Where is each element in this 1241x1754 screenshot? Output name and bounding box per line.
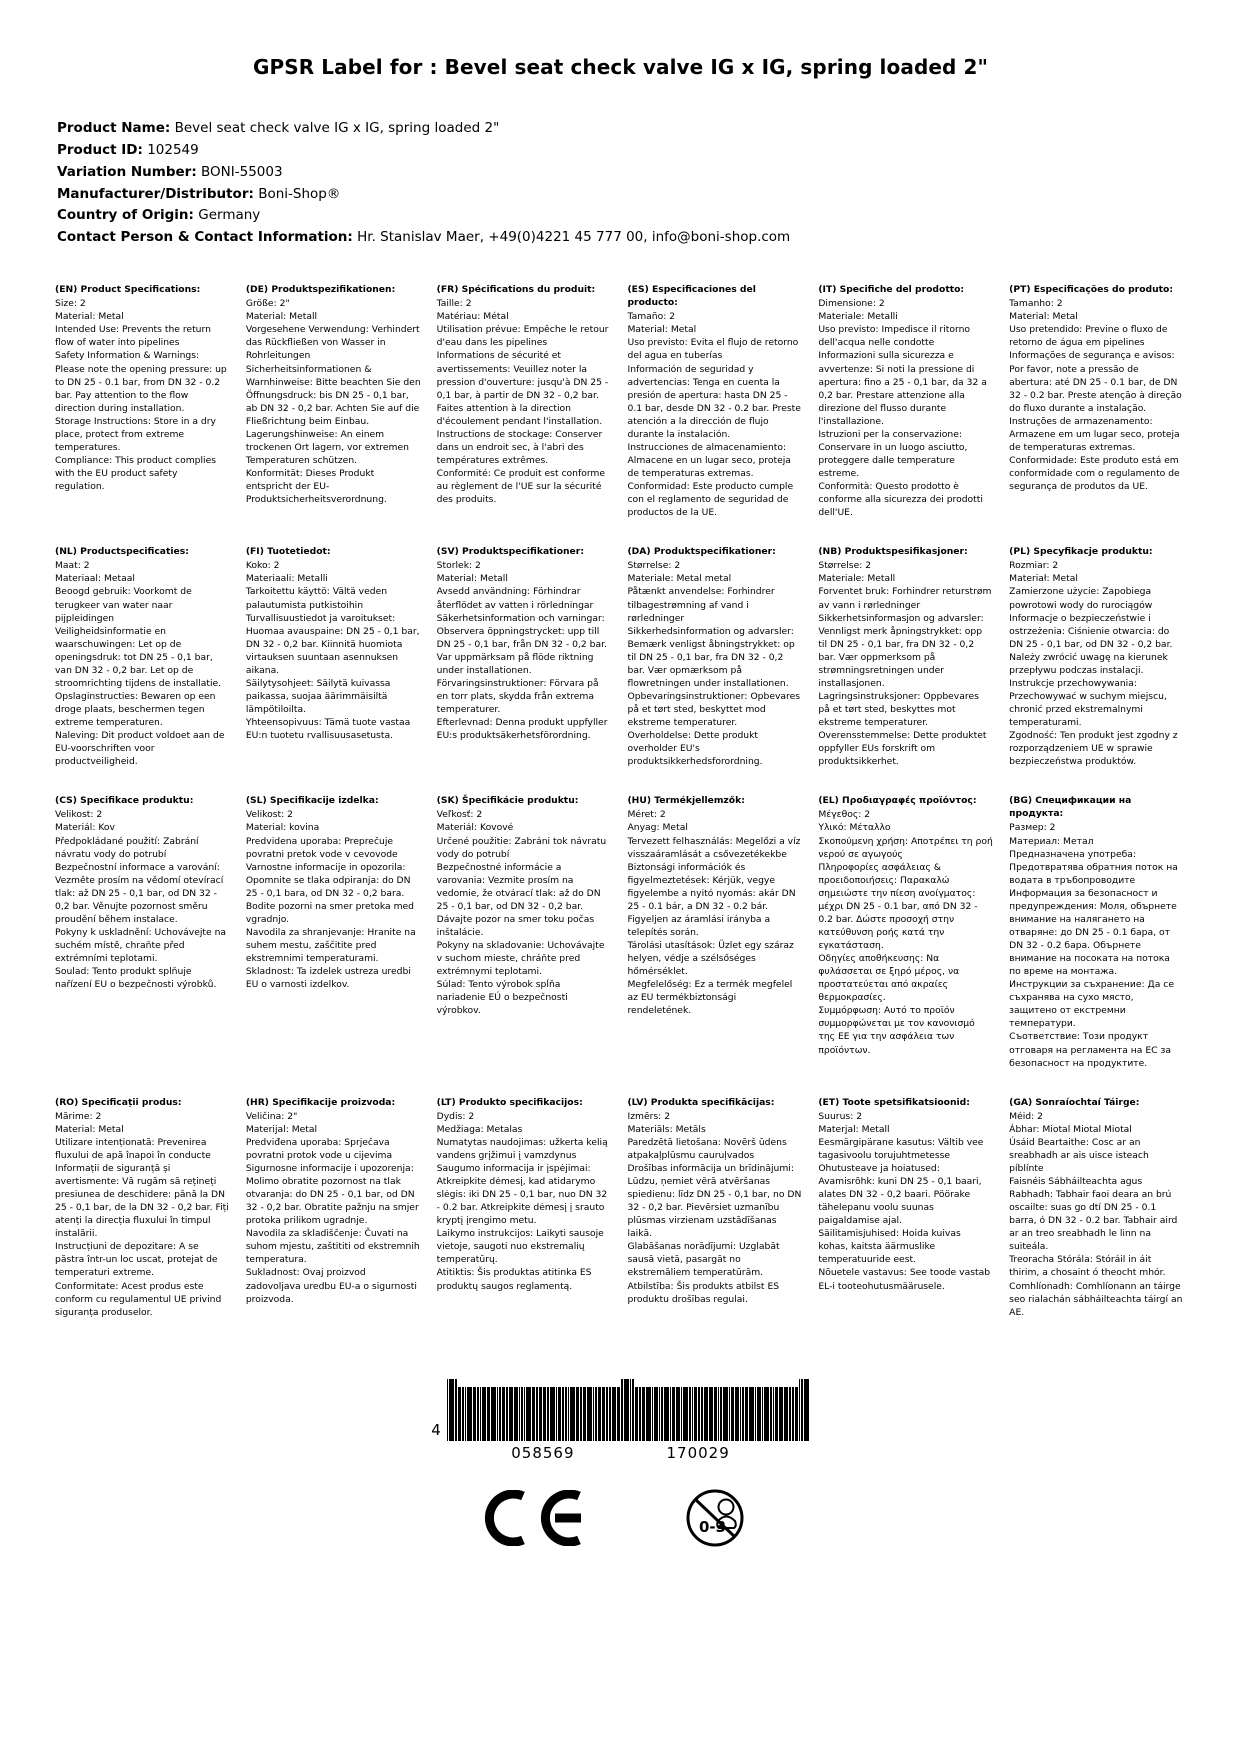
spec-line: Μέγεθος: 2 — [818, 809, 871, 821]
spec-line: Instructions de stockage: Conserver dans un endroit sec, à l'abri des températures extrêmes. — [436, 428, 603, 466]
spec-line: Tamaño: 2 — [627, 311, 676, 323]
spec-line: Numatytas naudojimas: užkerta kelią vandens grįžimui į vamzdynus — [436, 1136, 608, 1161]
spec-block-lt — [437, 1096, 614, 1345]
spec-line: Dimensione: 2 — [818, 298, 885, 310]
spec-line: Ohutusteave ja hoiatused: Avamisrõhk: kuni DN 25 - 0,1 baari, alates DN 32 - 0,2 baari. Pöörake tähelepanu voolu suunas paigaldamise ajal. — [818, 1162, 982, 1227]
spec-line: Mărime: 2 — [55, 1110, 102, 1122]
spec-block-es — [627, 283, 804, 545]
spec-header: (HR) Specifikacije proizvoda: — [245, 1096, 396, 1108]
spec-block-lv — [627, 1096, 804, 1345]
spec-line: Material: Metall — [245, 311, 318, 323]
spec-header: (DA) Produktspecifikationer: — [627, 546, 776, 558]
spec-line: Materiál: Kov — [55, 822, 115, 834]
spec-line: Megfelelőség: Ez a termék megfelel az EU termékbiztonsági rendeletének. — [627, 979, 793, 1017]
spec-line: Material: Metal — [55, 1123, 124, 1135]
spec-header: (CS) Specifikace produktu: — [55, 795, 194, 807]
spec-line: Bezpečnostní informace a varování: Vezměte prosím na vědomí otevírací tlak: až DN 25 - 0,1 bar, od DN 32 - 0,2 bar. Věnujte pozornost směru proudění během instalace. — [55, 861, 224, 925]
spec-line: Informații de siguranță și avertismente: Vă rugăm să rețineți presiunea de deschidere: până la DN 25 - 0,1 bar, de la DN 32 - 0,2 bar. Fiți atenți la direcția fluxului în timpul instalării. — [55, 1162, 229, 1240]
spec-block-pt — [1009, 283, 1186, 545]
spec-line: Instruções de armazenamento: Armazene em um lugar seco, proteja de temperaturas extremas. — [1009, 415, 1180, 453]
meta-value: 102549 — [147, 141, 199, 158]
spec-line: Předpokládané použití: Zabrání návratu vody do potrubí — [55, 835, 199, 860]
spec-line: Materijal: Metal — [245, 1123, 318, 1135]
spec-body — [437, 297, 612, 506]
spec-line: Bezpečnostné informácie a varovania: Vezmite prosím na vedomie, že otvárací tlak: až do DN 25 - 0,1 bar, od DN 32 - 0,2 bar. Dávajte pozor na smer toku počas inštalácie. — [436, 861, 601, 938]
spec-body — [55, 559, 230, 768]
spec-line: Utilizare intenționată: Prevenirea fluxului de apă înapoi în conducte — [55, 1136, 211, 1161]
spec-line: Lagerungshinweise: An einem trockenen Ort lagern, vor extremen Temperaturen schützen. — [245, 428, 409, 466]
spec-line: Laikymo instrukcijos: Laikyti sausoje vietoje, saugoti nuo ekstremalių temperatūrų. — [436, 1228, 604, 1266]
spec-line: Säilitamisjuhised: Hoida kuivas kohas, kaitsta äärmuslike temperatuuride eest. — [818, 1228, 961, 1266]
spec-body — [55, 808, 230, 991]
spec-header: (GA) Sonraíochtaí Táirge: — [1009, 1096, 1140, 1108]
spec-line: Compliance: This product complies with the EU product safety regulation. — [55, 454, 217, 493]
spec-line: Material: Metal — [55, 311, 124, 323]
spec-block-en — [55, 283, 232, 545]
spec-header: (LT) Produkto specifikacijos: — [436, 1096, 583, 1108]
barcode-lead-digit: 4 — [431, 1420, 441, 1439]
spec-line: Размер: 2 — [1009, 822, 1056, 834]
spec-line: Informations de sécurité et avertissements: Veuillez noter la pression d'ouverture: jusqu'à DN 25 - 0,1 bar, à partir de DN 32 - 0,2 bar. Faites attention à la direction d'écoulement pendant l'installation. — [436, 350, 609, 427]
spec-header: (EN) Product Specifications: — [55, 284, 201, 296]
spec-line: Soulad: Tento produkt splňuje nařízení EU o bezpečnosti výrobků. — [55, 966, 217, 991]
spec-line: Uso pretendido: Previne o fluxo de retorno de água em pipelines — [1009, 324, 1168, 349]
spec-body — [1009, 297, 1184, 493]
spec-body — [627, 559, 802, 768]
spec-body — [437, 808, 612, 1017]
spec-line: Größe: 2" — [245, 298, 290, 310]
spec-header: (PT) Especificações do produto: — [1009, 284, 1174, 296]
spec-line: Eesmärgipärane kasutus: Vältib vee tagasivoolu torujuhtmetesse — [818, 1136, 984, 1161]
spec-line: Taille: 2 — [436, 298, 472, 310]
spec-line: Istruzioni per la conservazione: Conservare in un luogo asciutto, proteggere dalle temperature estreme. — [818, 428, 968, 480]
spec-body — [1009, 821, 1184, 1069]
spec-line: Comhlíonadh: Comhlíonann an táirge seo rialachán sábháilteachta táirgí an AE. — [1009, 1280, 1183, 1318]
spec-line: Materjal: Metall — [818, 1123, 890, 1135]
spec-line: Avsedd användning: Förhindrar återflödet av vatten i rörledningar — [436, 586, 594, 611]
spec-body — [55, 1110, 230, 1319]
svg-text:0-3: 0-3 — [698, 1517, 726, 1536]
spec-line: Информация за безопасност и предупреждения: Моля, обърнете внимание на налягането на отваряне: до DN 25 - 0.1 бара, от DN 32 - 0.2 бара. Обърнете внимание на посоката на потока по време на монтажа. — [1009, 887, 1177, 978]
spec-line: Conformidade: Este produto está em conformidade com o regulamento de segurança de produtos da UE. — [1009, 454, 1180, 493]
spec-header: (NB) Produktspesifikasjoner: — [818, 546, 968, 558]
spec-body — [818, 808, 993, 1056]
meta-row-manufacturer — [57, 184, 1186, 206]
spec-line: Informazioni sulla sicurezza e avvertenze: Si noti la pressione di apertura: fino a 25 - 0,1 bar, da 32 a 0,2 bar. Prestare attenzione alla direzione del flusso durante l'installazione. — [818, 350, 987, 427]
meta-row-country-of-origin — [57, 205, 1186, 227]
spec-body — [437, 1110, 612, 1293]
spec-line: Conformitate: Acest produs este conform cu regulamentul UE privind siguranța produselor. — [55, 1280, 222, 1318]
spec-block-it — [818, 283, 995, 545]
spec-header: (NL) Productspecificaties: — [55, 546, 189, 558]
spec-line: Οδηγίες αποθήκευσης: Να φυλάσσεται σε ξηρό μέρος, να προστατεύεται από ακραίες θερμοκρασίες. — [818, 953, 960, 1004]
spec-line: Velikost: 2 — [55, 809, 103, 821]
spec-line: Predviđena uporaba: Sprječava povratni protok vode u cijevima — [245, 1136, 393, 1161]
spec-line: Utilisation prévue: Empêche le retour d'eau dans les pipelines — [436, 324, 609, 349]
spec-header: (SV) Produktspecifikationer: — [436, 546, 584, 558]
page-title: GPSR Label for : Bevel seat check valve IG x IG, spring loaded 2" — [252, 55, 989, 79]
barcode-bars — [447, 1379, 810, 1441]
spec-line: Méid: 2 — [1009, 1110, 1043, 1122]
spec-body — [246, 808, 421, 991]
spec-line: Påtænkt anvendelse: Forhindrer tilbagestrømning af vand i rørledninger — [627, 586, 775, 624]
spec-line: Veiligheidsinformatie en waarschuwingen: Let op de openingsdruk: tot DN 25 - 0,1 bar, van DN 32 - 0,2 bar. Let op de stroomrichting tijdens de installatie. — [55, 625, 222, 689]
spec-line: Skladnost: Ta izdelek ustreza uredbi EU o varnosti izdelkov. — [245, 966, 411, 991]
spec-line: Материал: Метал — [1009, 835, 1094, 847]
spec-header: (SL) Specifikacije izdelka: — [245, 795, 379, 807]
spec-line: Faisnéis Sábháilteachta agus Rabhadh: Tabhair faoi deara an brú oscailte: suas go dtí DN 25 - 0.1 barra, ó DN 32 - 0.2 bar. Tabhair aird ar an treo sreabhadh le linn na suiteála. — [1009, 1176, 1178, 1253]
spec-block-cs — [55, 794, 232, 1095]
spec-line: Sikkerhetsinformasjon og advarsler: Vennligst merk åpningstrykket: opp til DN 25 - 0,1 bar, fra DN 32 - 0,2 bar. Vær oppmerksom på strømningsretningen under installasjonen. — [818, 612, 984, 689]
spec-block-da — [627, 545, 804, 794]
spec-line: Veľkosť: 2 — [436, 809, 483, 821]
spec-line: Dydis: 2 — [436, 1110, 475, 1122]
spec-line: Σκοπούμενη χρήση: Αποτρέπει τη ροή νερού σε αγωγούς — [818, 835, 993, 860]
barcode-digit-groups — [511, 1444, 730, 1462]
spec-line: Velikost: 2 — [245, 809, 294, 821]
spec-line: Materiale: Metal metal — [627, 573, 732, 585]
spec-block-el — [818, 794, 995, 1095]
spec-block-ro — [55, 1096, 232, 1345]
spec-line: Navodila za shranjevanje: Hranite na suhem mestu, zaščitite pred ekstremnimi temperaturami. — [245, 926, 416, 965]
spec-line: Pokyny na skladovanie: Uchovávajte v suchom mieste, chráňte pred extrémnymi teplotami. — [436, 940, 605, 978]
spec-header: (ET) Toote spetsifikatsioonid: — [818, 1096, 970, 1108]
spec-line: Información de seguridad y advertencias: Tenga en cuenta la presión de apertura: hasta DN 25 - 0.1 bar, desde DN 32 - 0.2 bar. Preste atención a la dirección de flujo durante la instalación. — [627, 363, 801, 440]
spec-body — [246, 1110, 421, 1306]
spec-body — [1009, 1110, 1184, 1319]
spec-line: Instrucțiuni de depozitare: A se păstra într-un loc uscat, protejat de temperaturi extreme. — [55, 1241, 218, 1279]
spec-body — [818, 1110, 993, 1293]
spec-block-hu — [627, 794, 804, 1095]
spec-line: Informações de segurança e avisos: Por favor, note a pressão de abertura: até DN 25 - 0.1 bar, de DN 32 - 0.2 bar. Preste atenção à direção do fluxo durante a instalação. — [1009, 350, 1182, 414]
spec-line: Materiál: Kovové — [436, 822, 514, 834]
spec-line: Lagringsinstruksjoner: Oppbevares på et tørt sted, beskyttes mot ekstreme temperaturer. — [818, 690, 979, 729]
spec-header: (FI) Tuotetiedot: — [245, 546, 331, 558]
spec-header: (PL) Specyfikacje produktu: — [1009, 546, 1153, 558]
spec-block-sl — [246, 794, 423, 1095]
spec-line: Förvaringsinstruktioner: Förvara på en torr plats, skydda från extrema temperaturer. — [436, 677, 599, 716]
spec-line: Sicherheitsinformationen & Warnhinweise: Bitte beachten Sie den Öffnungsdruck: bis DN 25 - 0,1 bar, ab DN 32 - 0,2 bar. Achten Sie auf die Fließrichtung beim Einbau. — [245, 363, 421, 427]
conformity-marks — [55, 1488, 1186, 1552]
spec-line: Tarkoitettu käyttö: Vältä veden palautumista putkistoihin — [245, 586, 388, 611]
spec-line: Určené použitie: Zabráni tok návratu vody do potrubí — [436, 835, 607, 860]
spec-line: Naleving: Dit product voldoet aan de EU-voorschriften voor productveiligheid. — [55, 730, 225, 768]
spec-line: Veličina: 2" — [245, 1110, 298, 1122]
spec-line: Materiāls: Metāls — [627, 1123, 706, 1135]
spec-body — [1009, 559, 1184, 768]
meta-label: Variation Number: — [57, 163, 197, 180]
spec-line: Efterlevnad: Denna produkt uppfyller EU:s produktsäkerhetsförordning. — [436, 717, 608, 742]
meta-label: Country of Origin: — [57, 207, 194, 224]
spec-body — [627, 808, 802, 1017]
barcode-area — [55, 1379, 1186, 1462]
spec-line: Materiaal: Metaal — [55, 573, 135, 585]
spec-body — [818, 297, 993, 519]
spec-body — [246, 297, 421, 506]
spec-line: Koko: 2 — [245, 560, 280, 572]
product-meta — [57, 118, 1186, 249]
meta-value: Bevel seat check valve IG x IG, spring loaded 2" — [174, 120, 500, 136]
spec-line: Conformidad: Este producto cumple con el reglamento de seguridad de productos de la UE. — [627, 481, 794, 519]
spec-line: Beoogd gebruik: Voorkomt de terugkeer van water naar pijpleidingen — [55, 586, 192, 624]
spec-line: Material: Metal — [627, 324, 697, 336]
spec-body — [437, 559, 612, 742]
spec-line: Drošības informācija un brīdinājumi: Lūdzu, ņemiet vērā atvēršanas spiedienu: līdz DN 25 - 0,1 bar, no DN 32 - 0,2 bar. Pievērsiet uzmanību plūsmas virzienam uzstādīšanas laikā. — [627, 1162, 802, 1240]
spec-line: Konformität: Dieses Produkt entspricht der EU-Produktsicherheitsverordnung. — [245, 468, 387, 506]
meta-label: Manufacturer/Distributor: — [57, 185, 254, 202]
spec-line: Nõuetele vastavus: See toode vastab EL-i tooteohutusmäärusele. — [818, 1267, 991, 1292]
spec-line: Storlek: 2 — [436, 560, 481, 572]
spec-line: Navodila za skladiščenje: Čuvati na suhom mjestu, zaštititi od ekstremnih temperatura. — [245, 1228, 420, 1266]
spec-line: Overensstemmelse: Dette produktet oppfyller EUs forskrift om produktsikkerhet. — [818, 730, 987, 768]
spec-line: Forventet bruk: Forhindrer returstrøm av vann i rørledninger — [818, 586, 992, 611]
spec-line: Intended Use: Prevents the return flow of water into pipelines — [55, 324, 211, 349]
ce-mark-icon — [481, 1490, 591, 1550]
spec-line: Предназначена употреба: Предотвратява обратния поток на водата в тръбопроводите — [1009, 848, 1178, 886]
spec-line: Tamanho: 2 — [1009, 298, 1063, 310]
spec-header: (BG) Спецификации на продукта: — [1009, 795, 1132, 820]
spec-line: Treoracha Stórála: Stóráil in áit thirim, a chosaint ó theocht mhór. — [1009, 1254, 1166, 1279]
spec-block-nb — [818, 545, 995, 794]
spec-line: Size: 2 — [55, 298, 86, 310]
spec-line: Sukladnost: Ovaj proizvod zadovoljava uredbu EU-a o sigurnosti proizvoda. — [245, 1267, 417, 1305]
meta-row-contact — [57, 227, 1186, 249]
spec-line: Overholdelse: Dette produkt overholder EU's produktsikkerhedsforordning. — [627, 730, 763, 768]
meta-value: Germany — [198, 207, 261, 224]
spec-line: Opslaginstructies: Bewaren op een droge plaats, beschermen tegen extreme temperaturen. — [55, 690, 216, 729]
spec-body — [627, 310, 802, 519]
spec-line: Biztonsági információk és figyelmeztetések: Kérjük, vegye figyelembe a nyitó nyomás: akár DN 25 - 0.1 bár, a DN 32 - 0.2 bár. Figyeljen az áramlási irányba a telepítés során. — [627, 861, 796, 938]
spec-line: Instrucciones de almacenamiento: Almacene en un lugar seco, proteja de temperaturas extremas. — [627, 441, 791, 480]
spec-line: Conformité: Ce produit est conforme au règlement de l'UE sur la sécurité des produits. — [436, 468, 606, 506]
spec-line: Súlad: Tento výrobok spĺňa nariadenie EÚ o bezpečnosti výrobkov. — [436, 979, 568, 1017]
spec-block-bg — [1009, 794, 1186, 1095]
spec-line: Tárolási utasítások: Üzlet egy száraz helyen, védje a szélsőséges hőmérséklet. — [627, 940, 794, 978]
spec-block-sv — [437, 545, 614, 794]
spec-block-pl — [1009, 545, 1186, 794]
spec-header: (ES) Especificaciones del producto: — [627, 284, 756, 309]
barcode-left-group: 058569 — [511, 1443, 575, 1462]
spec-line: Material: Metall — [436, 573, 508, 585]
barcode — [431, 1379, 809, 1441]
spec-block-hr — [246, 1096, 423, 1345]
spec-line: Material: kovina — [245, 822, 320, 834]
spec-header: (FR) Spécifications du produit: — [436, 284, 596, 296]
spec-line: Materiale: Metall — [818, 573, 896, 585]
spec-block-de — [246, 283, 423, 545]
spec-line: Atbilstība: Šis produkts atbilst ES produktu drošības regulai. — [627, 1280, 780, 1305]
spec-line: Informacje o bezpieczeństwie i ostrzeżenia: Ciśnienie otwarcia: do DN 25 - 0,1 bar, od DN 32 - 0,2 bar. Należy zwrócić uwagę na kierunek przepływu podczas instalacji. — [1009, 612, 1173, 676]
spec-header: (IT) Specifiche del prodotto: — [818, 284, 965, 296]
spec-body — [818, 559, 993, 768]
spec-header: (SK) Špecifikácie produktu: — [436, 795, 579, 807]
spec-line: Ábhar: Miotal Miotal Miotal — [1009, 1123, 1132, 1135]
spec-line: Vorgesehene Verwendung: Verhindert das Rückfließen von Wasser in Rohrleitungen — [245, 324, 420, 362]
spec-line: Uso previsto: Impedisce il ritorno dell'acqua nelle condotte — [818, 324, 971, 349]
spec-line: Πληροφορίες ασφάλειας & προειδοποιήσεις: Παρακαλώ σημειώστε την πίεση ανοίγματος: μέχρι DN 25 - 0.1 bar, από DN 32 - 0.2 bar. Δώστε προσοχή στην κατεύθυνση ροής κατά την εγκατάσταση. — [818, 861, 978, 952]
spec-line: Úsáid Beartaithe: Cosc ar an sreabhadh ar ais uisce isteach píblínte — [1009, 1136, 1149, 1174]
spec-line: Yhteensopivuus: Tämä tuote vastaa EU:n tuotetu rvallisuusasetusta. — [245, 717, 411, 742]
spec-line: Materiale: Metalli — [818, 311, 898, 323]
meta-value: BONI-55003 — [201, 163, 283, 180]
spec-line: Συμμόρφωση: Αυτό το προϊόν συμμορφώνεται με τον κανονισμό της ΕΕ για την ασφάλεια των προϊόντων. — [818, 1005, 975, 1056]
spec-line: Съответствие: Този продукт отговаря на регламента на ЕС за безопасност на продуктите. — [1009, 1031, 1171, 1069]
spec-line: Izmērs: 2 — [627, 1110, 671, 1122]
barcode-right-group: 170029 — [666, 1443, 730, 1462]
no-children-under-3-icon — [669, 1488, 761, 1552]
spec-line: Safety Information & Warnings: Please note the opening pressure: up to DN 25 - 0.1 bar, from DN 32 - 0.2 bar. Pay attention to the flow direction during installation. — [55, 350, 227, 414]
spec-line: Matériau: Métal — [436, 311, 509, 323]
spec-line: Instrukcje przechowywania: Przechowywać w suchym miejscu, chronić przed ekstremalnymi temperaturami. — [1009, 677, 1167, 729]
spec-header: (RO) Specificații produs: — [55, 1096, 182, 1108]
spec-block-ga — [1009, 1096, 1186, 1345]
spec-line: Predvidena uporaba: Preprečuje povratni pretok vode v cevovode — [245, 835, 398, 860]
spec-line: Turvallisuustiedot ja varoitukset: Huomaa avauspaine: DN 25 - 0,1 bar, DN 32 - 0,2 bar. Kiinnitä huomiota virtauksen suuntaan asennuksen aikana. — [245, 612, 420, 676]
spec-line: Säkerhetsinformation och varningar: Observera öppningstrycket: upp till DN 25 - 0,1 bar, från DN 32 - 0,2 bar. Var uppmärksam på flöde riktning under installationen. — [436, 612, 607, 676]
meta-label: Contact Person & Contact Information: — [57, 229, 353, 246]
spec-block-nl — [55, 545, 232, 794]
spec-block-fr — [437, 283, 614, 545]
spec-header: (EL) Προδιαγραφές προϊόντος: — [818, 795, 977, 807]
spec-body — [55, 297, 230, 493]
spec-line: Zamierzone użycie: Zapobiega powrotowi wody do rurociągów — [1009, 586, 1153, 611]
spec-block-sk — [437, 794, 614, 1095]
spec-line: Zgodność: Ten produkt jest zgodny z rozporządzeniem UE w sprawie bezpieczeństwa produktów. — [1009, 730, 1178, 768]
spec-line: Sikkerhedsinformation og advarsler: Bemærk venligst åbningstrykket: op til DN 25 - 0,1 bar, fra DN 32 - 0,2 bar. Vær opmærksom på flowretningen under installationen. — [627, 625, 795, 689]
spec-line: Uso previsto: Evita el flujo de retorno del agua en tuberías — [627, 337, 799, 362]
meta-row-product-name — [57, 118, 1186, 140]
spec-line: Størrelse: 2 — [627, 560, 681, 572]
spec-line: Glabāšanas norādījumi: Uzglabāt sausā vietā, pasargāt no ekstremāliem temperatūrām. — [627, 1241, 780, 1279]
spec-line: Medžiaga: Metalas — [436, 1123, 523, 1135]
spec-line: Varnostne informacije in opozorila: Opomnite se tlaka odpiranja: do DN 25 - 0,1 bara, od DN 32 - 0,2 bara. Bodite pozorni na smer pretoka med vgradnjo. — [245, 861, 415, 925]
spec-line: Pokyny k uskladnění: Uchovávejte na suchém místě, chraňte před extrémními teplotami. — [55, 926, 227, 965]
spec-line: Materiaali: Metalli — [245, 573, 328, 585]
spec-header: (HU) Termékjellemzők: — [627, 795, 745, 807]
meta-label: Product ID: — [57, 141, 143, 158]
spec-body — [627, 1110, 802, 1306]
meta-row-variation-number — [57, 162, 1186, 184]
spec-line: Saugumo informacija ir įspėjimai: Atkreipkite dėmesį, kad atidarymo slėgis: iki DN 25 - 0,1 bar, nuo DN 32 - 0.2 bar. Atkreipkite dėmesį į srauto kryptį įrengimo metu. — [436, 1162, 608, 1227]
spec-line: Sigurnosne informacije i upozorenja: Molimo obratite pozornost na tlak otvaranja: do DN 25 - 0,1 bar, od DN 32 - 0,2 bar. Obratite pažnju na smjer protoka prilikom ugradnje. — [245, 1162, 419, 1227]
spec-line: Maat: 2 — [55, 560, 90, 572]
spec-line: Υλικό: Μέταλλο — [818, 822, 891, 834]
meta-label: Product Name: — [57, 120, 171, 136]
spec-line: Paredzētā lietošana: Novērš ūdens atpakaļplūsmu cauruļvados — [627, 1136, 787, 1161]
spec-line: Tervezett felhasználás: Megelőzi a víz visszaáramlását a csővezetékekbe — [627, 835, 801, 860]
specifications-grid — [55, 283, 1186, 1345]
spec-header: (DE) Produktspezifikationen: — [245, 284, 396, 296]
spec-line: Инструкции за съхранение: Да се съхранява на сухо място, защитено от екстремни температури. — [1009, 979, 1174, 1030]
spec-line: Materiał: Metal — [1009, 573, 1078, 585]
spec-line: Storage Instructions: Store in a dry place, protect from extreme temperatures. — [55, 415, 216, 453]
spec-block-fi — [246, 545, 423, 794]
spec-line: Rozmiar: 2 — [1009, 560, 1059, 572]
spec-line: Anyag: Metal — [627, 822, 688, 834]
spec-header: (LV) Produkta specifikācijas: — [627, 1096, 775, 1108]
spec-line: Conformità: Questo prodotto è conforme alla sicurezza dei prodotti dell'UE. — [818, 481, 983, 519]
spec-body — [246, 559, 421, 742]
spec-line: Material: Metal — [1009, 311, 1078, 323]
spec-line: Størrelse: 2 — [818, 560, 872, 572]
meta-value: Boni-Shop® — [258, 185, 341, 202]
spec-line: Suurus: 2 — [818, 1110, 863, 1122]
spec-line: Säilytysohjeet: Säilytä kuivassa paikassa, suojaa äärimmäisiltä lämpötiloilta. — [245, 677, 391, 716]
spec-block-et — [818, 1096, 995, 1345]
spec-line: Atitiktis: Šis produktas atitinka ES produktų saugos reglamentą. — [436, 1267, 592, 1292]
spec-line: Opbevaringsinstruktioner: Opbevares på et tørt sted, beskyttet mod ekstreme temperaturer. — [627, 690, 801, 729]
spec-line: Méret: 2 — [627, 809, 666, 821]
meta-row-product-id — [57, 140, 1186, 162]
meta-value: Hr. Stanislav Maer, +49(0)4221 45 777 00, info@boni-shop.com — [357, 229, 791, 246]
